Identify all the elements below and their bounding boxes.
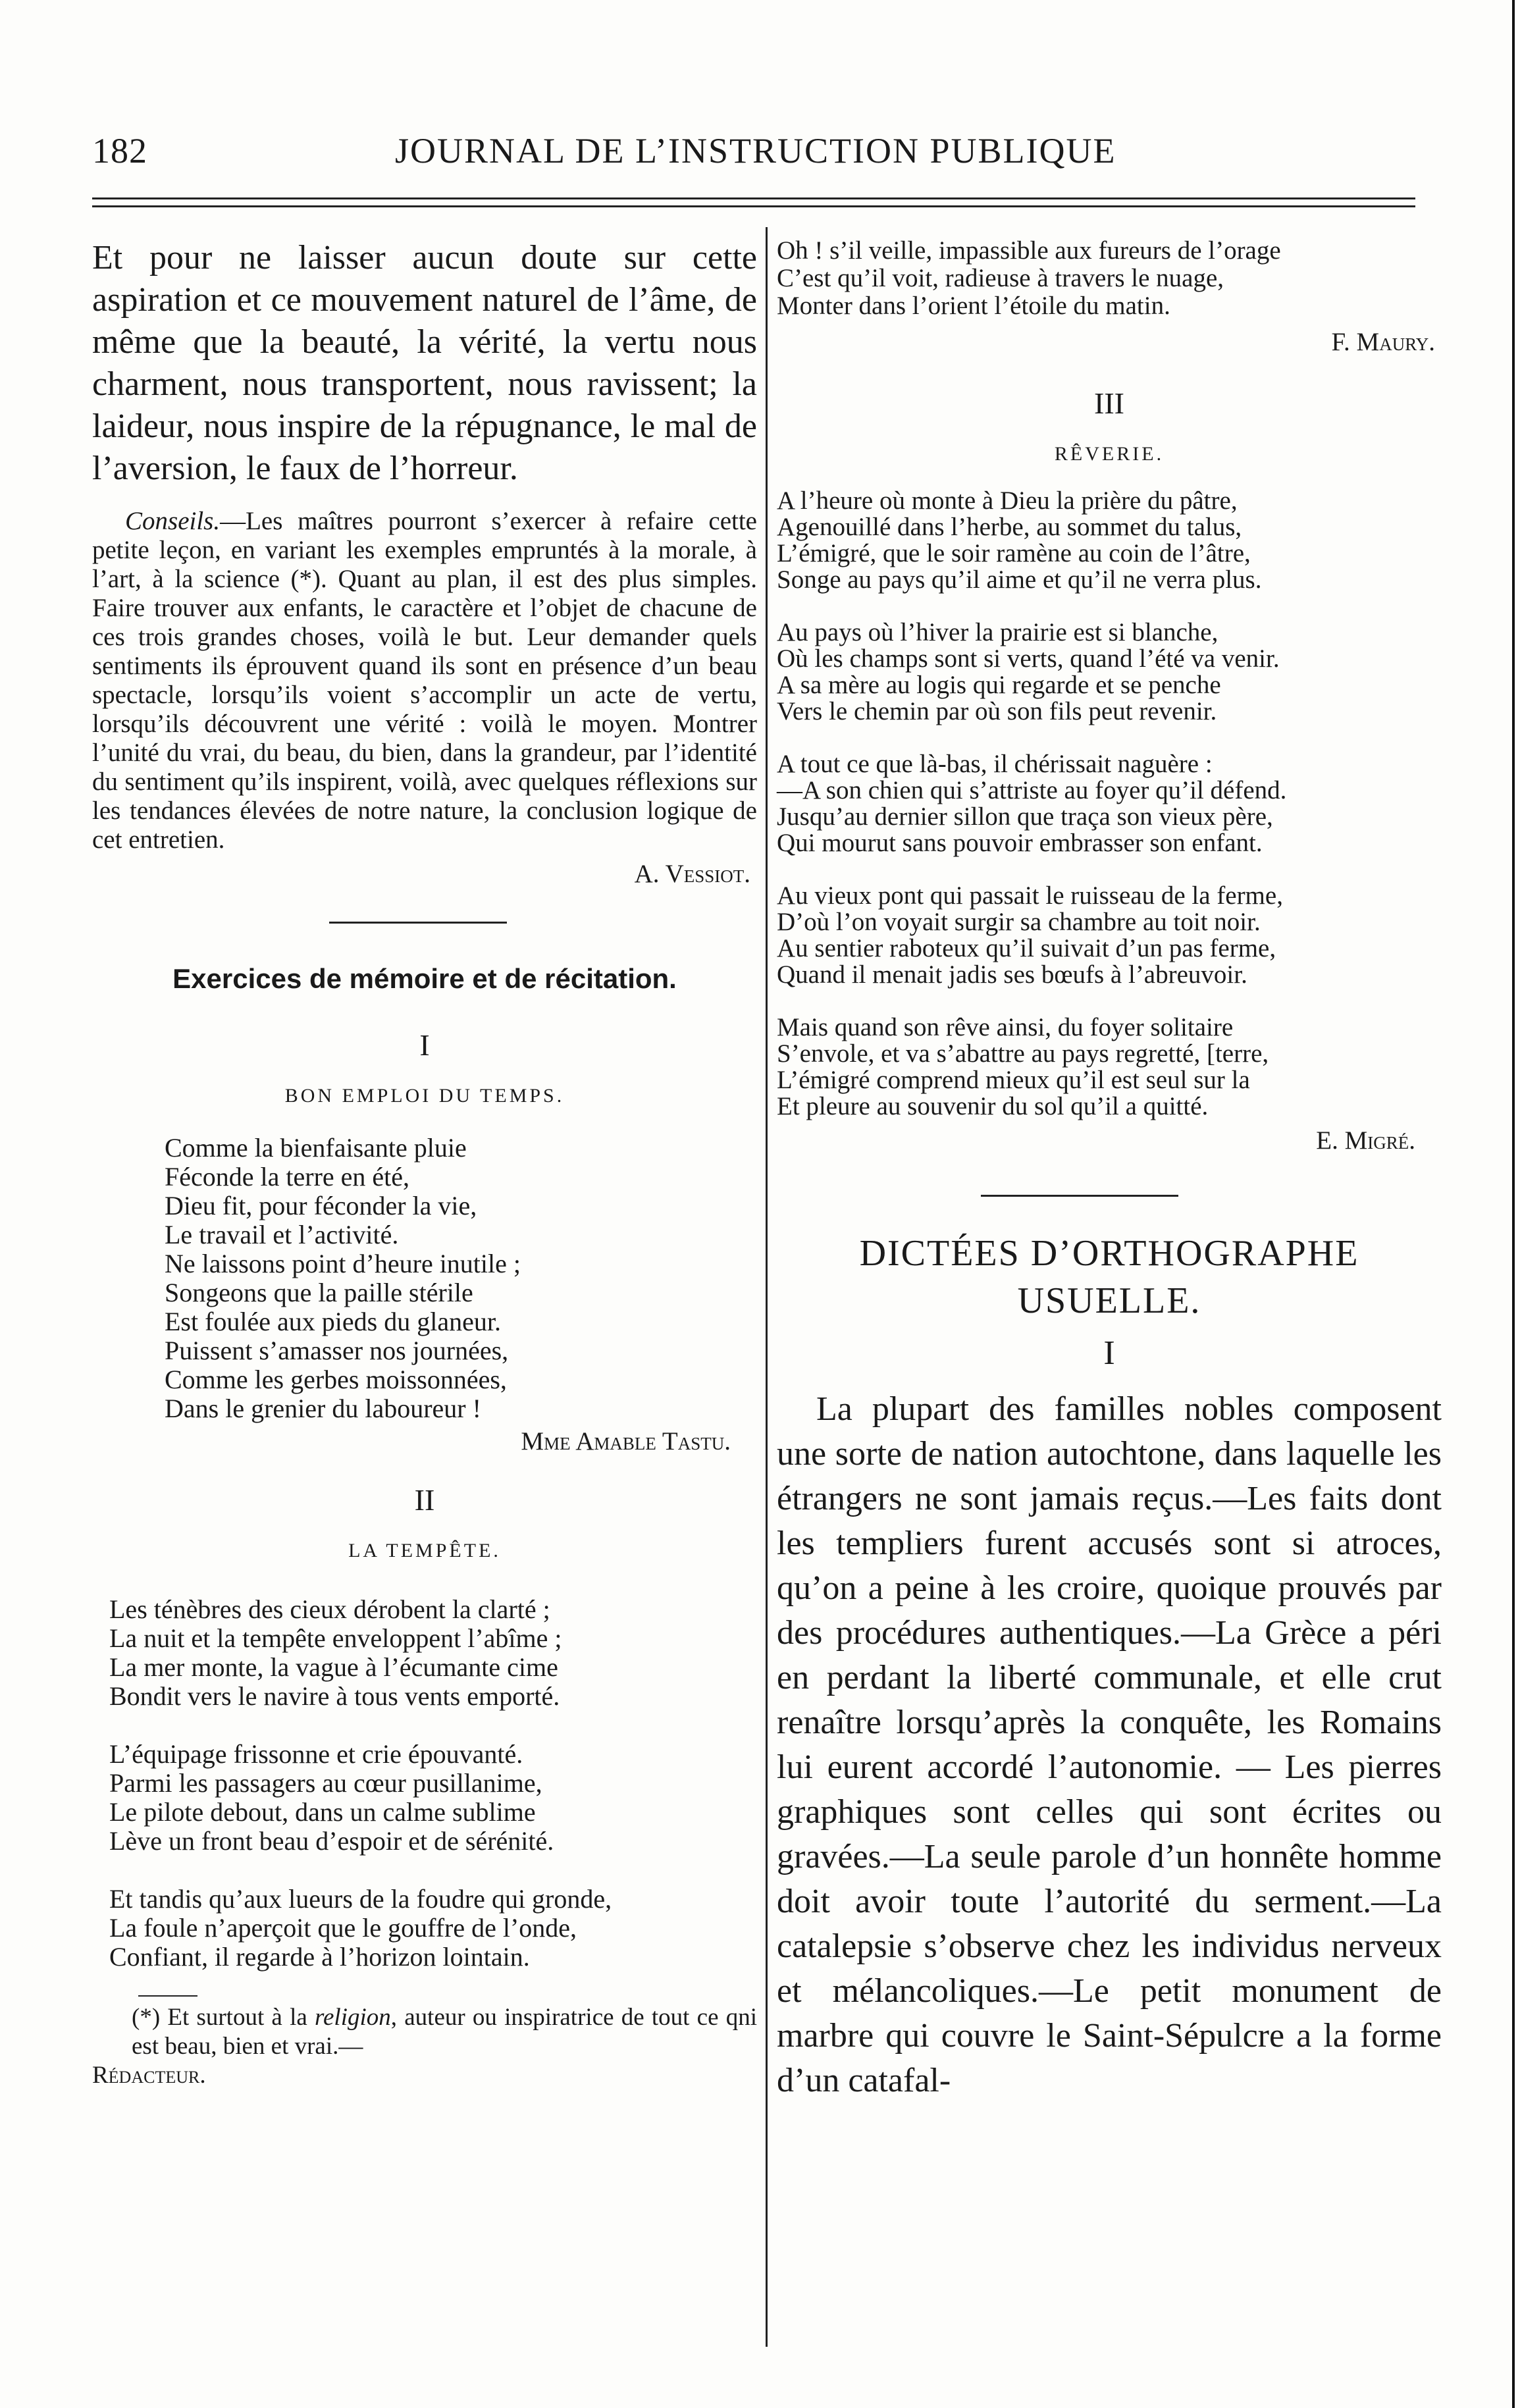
poem2-title: LA TEMPÊTE. (348, 1540, 501, 1561)
poem2-body (92, 1595, 757, 1972)
poem2-stanza-1 (109, 1595, 757, 1711)
poem-line: A sa mère au logis qui regarde et se penche (777, 671, 1221, 699)
poem2-continuation (777, 237, 1442, 320)
poem3-stanza-4 (777, 883, 1442, 988)
poem-line: Parmi les passagers au cœur pusillanime, (109, 1768, 542, 1798)
poem3-stanza-1 (777, 488, 1442, 593)
poem-line: S’envole, et va s’abattre au pays regretté, [terre, (777, 1039, 1269, 1068)
poem-line: Féconde la terre en été, (165, 1162, 410, 1191)
poem1-signature: Mme Amable Tastu. (521, 1427, 731, 1455)
poem-line: A l’heure où monte à Dieu la prière du pâtre, (777, 486, 1238, 515)
conseils-signature: A. Vessiot. (634, 860, 750, 888)
page-header (92, 130, 1448, 183)
poem3-stanza-5 (777, 1014, 1442, 1120)
poem3-signature: E. Migré. (1316, 1126, 1415, 1155)
poem-line: Songeons que la paille stérile (165, 1278, 473, 1307)
dictees-title-line2: USUELLE. (1017, 1280, 1201, 1321)
poem-line: Agenouillé dans l’herbe, au sommet du talus, (777, 513, 1242, 541)
poem-line: Puissent s’amasser nos journées, (165, 1336, 509, 1365)
poem-line: Au sentier raboteux qu’il suivait d’un pas ferme, (777, 934, 1276, 962)
column-divider (766, 227, 768, 2347)
poem-line: A tout ce que là-bas, il chérissait naguère : (777, 750, 1213, 778)
poem3-title: RÊVERIE. (1054, 443, 1165, 465)
poem-line: La foule n’aperçoit que le gouffre de l’onde, (109, 1913, 577, 1943)
poem-line: La mer monte, la vague à l’écumante cime (109, 1652, 558, 1682)
poem-line: Dieu fit, pour féconder la vie, (165, 1191, 477, 1220)
poem2-stanza-2 (109, 1740, 757, 1856)
poem-line: L’émigré comprend mieux qu’il est seul sur la (777, 1066, 1250, 1094)
poem-line: Et tandis qu’aux lueurs de la foudre qui gronde, (109, 1884, 612, 1914)
section-divider-left (329, 922, 507, 924)
footnote-emphasis: religion (314, 2004, 391, 2031)
left-column (92, 237, 757, 2090)
poem2-stanza-3 (109, 1885, 757, 1972)
page-edge-line (1512, 0, 1515, 2408)
exercices-heading: Exercices de mémoire et de récitation. (172, 963, 677, 994)
poem-line: Au vieux pont qui passait le ruisseau de la ferme, (777, 881, 1283, 910)
poem-line: Quand il menait jadis ses bœufs à l’abreuvoir. (777, 960, 1247, 989)
conseils-paragraph (92, 507, 757, 854)
poem-line: Oh ! s’il veille, impassible aux fureurs de l’orage (777, 236, 1281, 265)
poem-line: Monter dans l’orient l’étoile du matin. (777, 292, 1170, 320)
conseils-label: Conseils. (125, 507, 221, 535)
right-column (777, 237, 1442, 2103)
intro-paragraph: Et pour ne laisser aucun doute sur cette aspiration et ce mouvement naturel de l’âme, de même que la beauté, la vérité, la vertu nous charment, nous transportent, nous ravissent; la laideur, nous inspire de la répugnance, le mal de l’aversion, le faux de l’horreur. (92, 239, 757, 487)
header-rule-top (92, 197, 1415, 199)
poem-line: L’équipage frissonne et crie épouvanté. (109, 1739, 523, 1769)
poem-line: L’émigré, que le soir ramène au coin de l’âtre, (777, 539, 1251, 567)
poem-line: Les ténèbres des cieux dérobent la clarté ; (109, 1594, 550, 1624)
poem-line: Ne laissons point d’heure inutile ; (165, 1249, 521, 1278)
poem2-number: II (414, 1483, 435, 1517)
poem-line: D’où l’on voyait surgir sa chambre au toit noir. (777, 908, 1261, 936)
poem-line: La nuit et la tempête enveloppent l’abîme ; (109, 1623, 562, 1653)
conseils-text: —Les maîtres pourront s’exercer à refaire cette petite leçon, en variant les exemples empruntés à la morale, à l’art, à la science (*). Quant au plan, il est des plus simples. Faire trouver aux enfants, le caractère et l’objet de chacune de ces trois grandes choses, voilà le but. Leur demander quels sentiments ils éprouvent quand ils sont en présence d’un beau spectacle, lorsqu’ils voient s’accomplir un acte de vertu, lorsqu’ils découvrent une vérité : voilà le moyen. Montrer l’unité du vrai, du beau, du bien, dans la grandeur, par l’identité du sentiment qu’ils inspirent, voilà, avec quelques réflexions sur les tendances élevées de notre nature, la conclusion logique de cet entretien. (92, 507, 757, 854)
footnote-signature: Rédacteur. (92, 2062, 206, 2089)
poem-line: Est foulée aux pieds du glaneur. (165, 1307, 501, 1336)
poem-line: Et pleure au souvenir du sol qu’il a quitté. (777, 1092, 1209, 1120)
footnote-prefix: (*) Et surtout à la (132, 2004, 315, 2031)
poem-line: Songe au pays qu’il aime et qu’il ne verra plus. (777, 565, 1262, 594)
dictees-text: La plupart des familles nobles composent une sorte de nation autochtone, dans laquelle les étrangers ne sont jamais reçus.—Les faits dont les templiers furent accusés sont si atroces, qu’on a peine à les croire, quoique prouvés par des procédures authentiques.—La Grèce a péri en perdant la liberté communale, et elle crut renaître lorsqu’après la conquête, les Romains lui eurent accordé l’autonomie. — Les pierres graphiques sont celles qui sont écrites ou gravées.—La seule parole d’un honnête homme doit avoir toute l’autorité du serment.—La catalepsie s’observe chez les individus nerveux et mélancoliques.—Le petit monument de marbre qui couvre le Saint-Sépulcre a la forme d’un catafal- (777, 1390, 1442, 2099)
poem3-number: III (1094, 386, 1124, 420)
poem-line: Dans le grenier du laboureur ! (165, 1394, 481, 1423)
poem-line: Qui mourut sans pouvoir embrasser son enfant. (777, 829, 1263, 857)
poem-line: Confiant, il regarde à l’horizon lointain. (109, 1942, 530, 1972)
poem-line: Le pilote debout, dans un calme sublime (109, 1797, 536, 1827)
footnote-rule (138, 1995, 197, 1997)
poem1-title: BON EMPLOI DU TEMPS. (284, 1085, 565, 1107)
poem-line: —A son chien qui s’attriste au foyer qu’il défend. (777, 776, 1287, 804)
poem1-body (92, 1134, 757, 1423)
poem-line: Où les champs sont si verts, quand l’été va venir. (777, 644, 1280, 673)
poem1-number: I (419, 1028, 430, 1062)
footnote-suffix: , auteur ou inspiratrice de tout ce qni est beau, bien et vrai.— (132, 2004, 757, 2060)
page-number: 182 (92, 131, 147, 170)
poem-line: Le travail et l’activité. (165, 1220, 399, 1249)
poem-line: Comme la bienfaisante pluie (165, 1133, 467, 1163)
dictees-number: I (1103, 1334, 1115, 1372)
poem-line: Vers le chemin par où son fils peut revenir. (777, 697, 1217, 725)
poem-line: Jusqu’au dernier sillon que traça son vieux père, (777, 802, 1273, 831)
poem3-body (777, 488, 1442, 1120)
poem-line: Mais quand son rêve ainsi, du foyer solitaire (777, 1013, 1234, 1041)
poem-line: Comme les gerbes moissonnées, (165, 1365, 507, 1394)
poem-line: C’est qu’il voit, radieuse à travers le nuage, (777, 264, 1224, 292)
footnote (92, 2003, 757, 2061)
poem3-stanza-3 (777, 751, 1442, 856)
poem2-signature: F. Maury. (1331, 328, 1435, 356)
header-rule-bottom (92, 205, 1415, 207)
poem3-stanza-2 (777, 619, 1442, 725)
journal-title: JOURNAL DE L’INSTRUCTION PUBLIQUE (395, 131, 1116, 170)
poem-line: Bondit vers le navire à tous vents emporté. (109, 1681, 560, 1711)
poem-line: Au pays où l’hiver la prairie est si blanche, (777, 618, 1219, 646)
section-divider-right (981, 1195, 1178, 1197)
poem-line: Lève un front beau d’espoir et de sérénité. (109, 1826, 554, 1856)
dictees-title-line1: DICTÉES D’ORTHOGRAPHE (859, 1233, 1359, 1274)
